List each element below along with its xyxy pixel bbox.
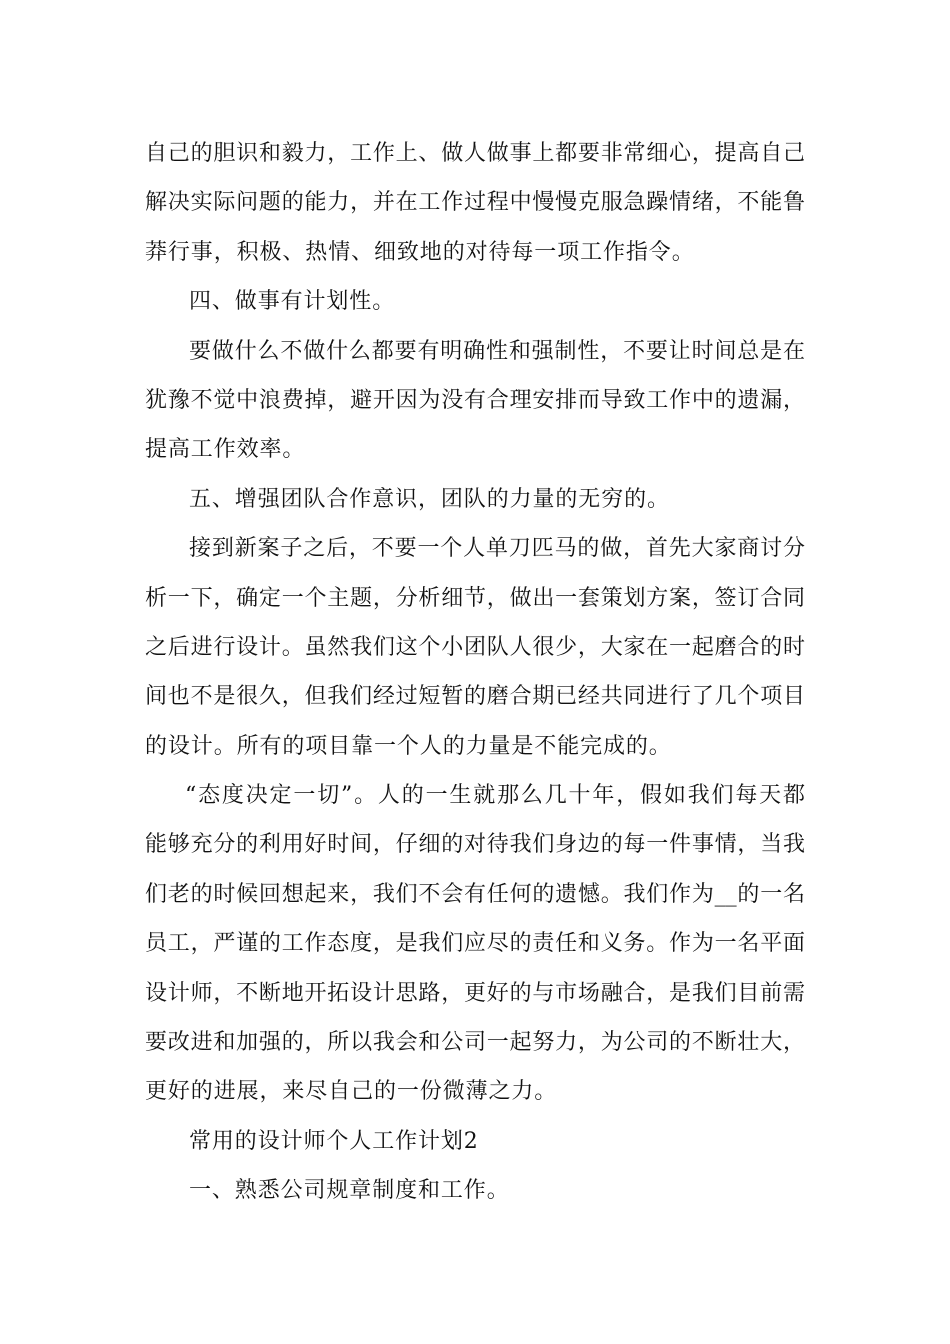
paragraph (145, 524, 805, 771)
text-line: 更好的进展，来尽自己的一份微薄之力。 (145, 1079, 558, 1105)
section-heading (145, 277, 805, 326)
document-page (145, 129, 805, 1216)
paragraph (145, 129, 805, 277)
text-line: 提高工作效率。 (145, 437, 306, 463)
text-line: 员工，严谨的工作态度，是我们应尽的责任和义务。作为一名平面 (145, 931, 805, 957)
text-line: 设计师，不断地开拓设计思路，更好的与市场融合，是我们目前需 (145, 980, 805, 1006)
text-line: 常用的设计师个人工作计划2 (189, 1128, 479, 1154)
text-line: 莽行事，积极、热情、细致地的对待每一项工作指令。 (145, 239, 695, 265)
text-line: 要做什么不做什么都要有明确性和强制性，不要让时间总是在 (189, 338, 805, 364)
text-line: 间也不是很久，但我们经过短暂的磨合期已经共同进行了几个项目 (145, 684, 805, 710)
text-line: 解决实际问题的能力，并在工作过程中慢慢克服急躁情绪，不能鲁 (145, 190, 805, 216)
text-line: 的设计。所有的项目靠一个人的力量是不能完成的。 (145, 733, 672, 759)
text-line: 们老的时候回想起来，我们不会有任何的遗憾。我们作为__的一名 (145, 881, 805, 907)
text-line: 自己的胆识和毅力，工作上、做人做事上都要非常细心，提高自己 (145, 141, 805, 166)
text-line: 要改进和加强的，所以我会和公司一起努力，为公司的不断壮大， (145, 1030, 805, 1056)
section-heading (145, 1166, 805, 1215)
text-line: 五、增强团队合作意识，团队的力量的无穷的。 (189, 486, 670, 512)
text-line: “态度决定一切”。人的一生就那么几十年，假如我们每天都 (185, 783, 805, 809)
paragraph (145, 771, 805, 1117)
text-line: 之后进行设计。虽然我们这个小团队人很少，大家在一起磨合的时 (145, 634, 805, 660)
section-title (145, 1117, 805, 1166)
text-line: 四、做事有计划性。 (189, 289, 396, 315)
section-heading (145, 475, 805, 524)
text-line: 接到新案子之后，不要一个人单刀匹马的做，首先大家商讨分 (189, 536, 805, 562)
text-line: 犹豫不觉中浪费掉，避开因为没有合理安排而导致工作中的遗漏， (145, 387, 805, 413)
paragraph (145, 327, 805, 475)
text-line: 析一下，确定一个主题，分析细节，做出一套策划方案，签订合同 (145, 585, 805, 611)
text-line: 能够充分的利用好时间，仔细的对待我们身边的每一件事情，当我 (145, 832, 805, 858)
text-line: 一、熟悉公司规章制度和工作。 (189, 1178, 510, 1204)
